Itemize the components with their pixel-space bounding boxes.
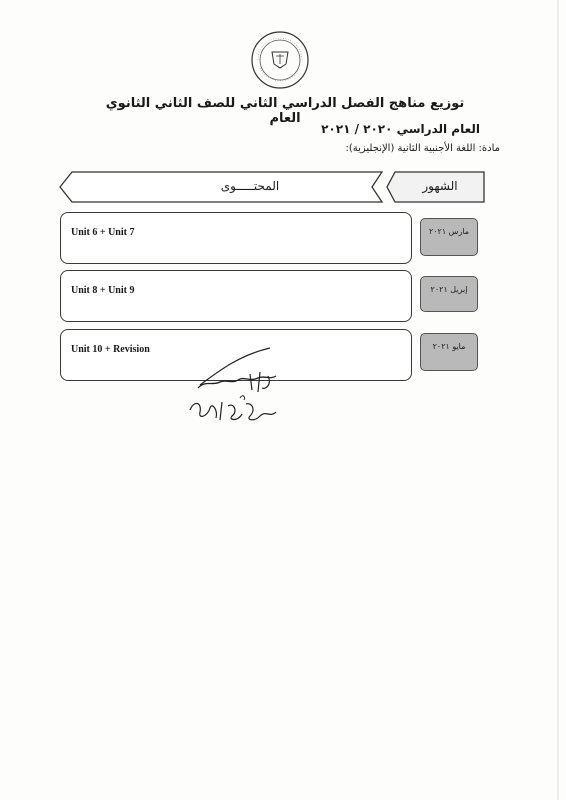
content-text: Unit 8 + Unit 9 — [71, 285, 135, 296]
month-cell-row-2 — [420, 276, 478, 312]
page-edge-shadow — [557, 0, 559, 800]
content-text: Unit 6 + Unit 7 — [71, 227, 135, 238]
month-cell-row-3 — [420, 333, 478, 371]
month-text: إبريل ٢٠٢١ — [430, 285, 468, 294]
content-column-header: المحتـــــوى — [220, 179, 280, 193]
months-column-header: الشهور — [422, 179, 458, 193]
content-text: Unit 10 + Revision — [71, 344, 150, 355]
handwritten-signature — [180, 340, 290, 430]
content-cell-row-1 — [60, 212, 412, 264]
month-cell-row-1 — [420, 218, 478, 256]
month-text: مارس ٢٠٢١ — [428, 227, 470, 236]
subject-label: مادة: اللغة الأجنبية الثانية (الإنجليزية): — [345, 143, 500, 154]
ministry-seal-logo — [250, 30, 310, 90]
content-cell-row-2 — [60, 270, 412, 322]
document-title: توزيع مناهج الفصل الدراسي الثاني للصف الثاني الثانوي العام — [105, 96, 465, 126]
academic-year: العام الدراسي ٢٠٢٠ / ٢٠٢١ — [321, 122, 480, 136]
month-text: مايو ٢٠٢١ — [432, 342, 466, 351]
